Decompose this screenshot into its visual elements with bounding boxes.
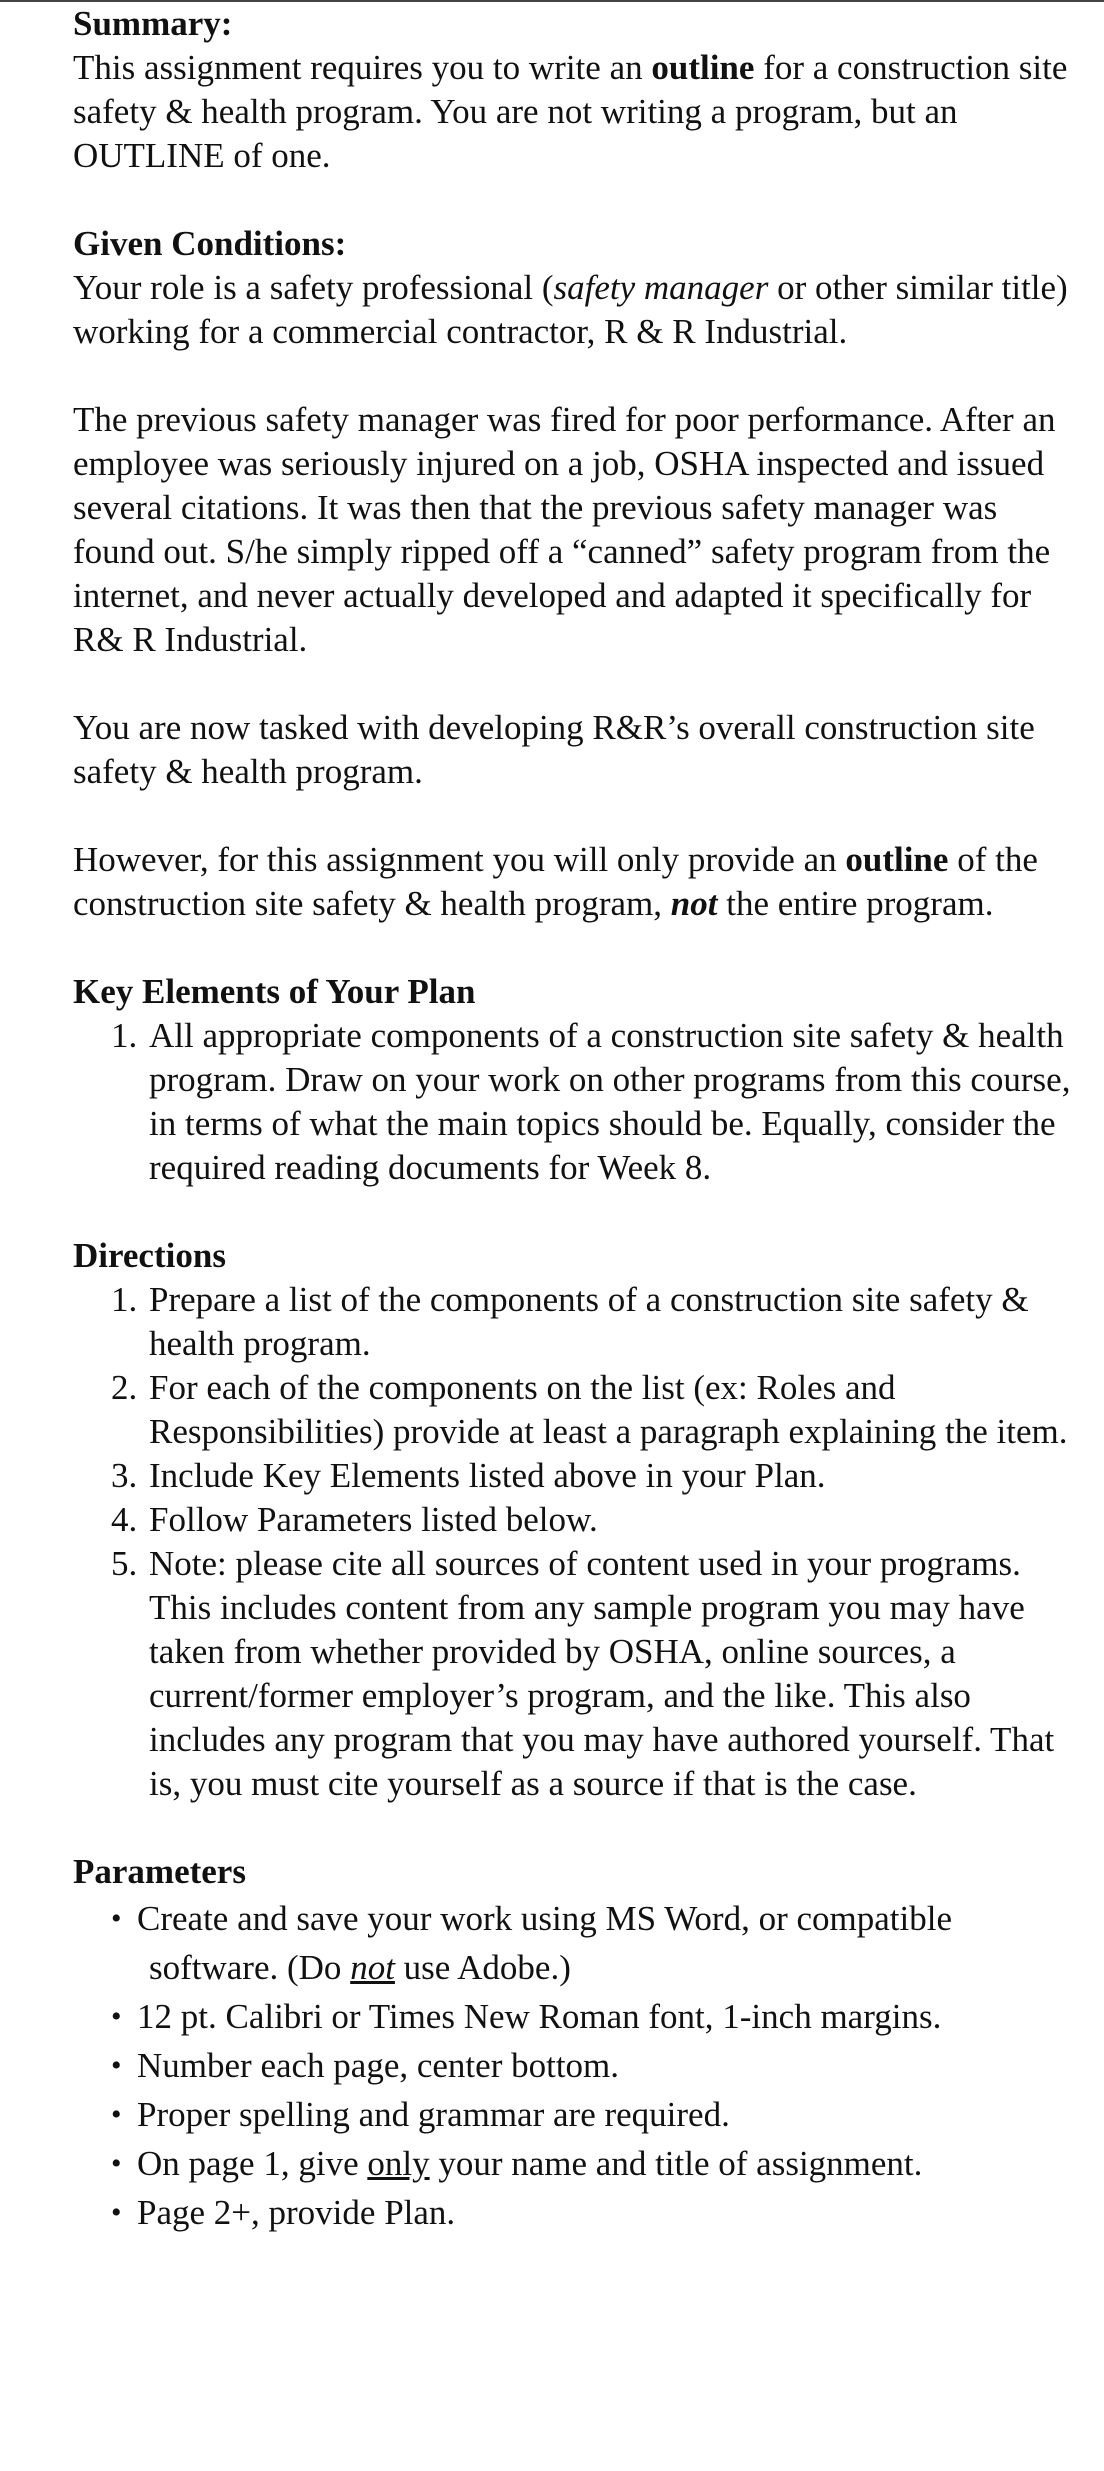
key-elements-list [73,1014,1073,1190]
given-p4-bold-outline: outline [845,840,949,879]
given-paragraph-3: You are now tasked with developing R&R’s overall construction site safety & health program. [73,708,1035,791]
list-item [73,1014,1073,1190]
bullet-icon: • [111,1902,122,1935]
param-5-text-b: your name and title of assignment. [429,2144,923,2183]
given-p4-text-c: of the construction site safety & health program, [73,840,1038,923]
given-p4-text-a: However, for this assignment you will only provide an [73,840,846,879]
parameters-list [73,1894,1073,2237]
list-item [73,1894,1073,1992]
param-1-text-b: use Adobe.) [394,1948,571,1987]
bullet-icon: • [111,2098,122,2131]
given-paragraph-4 [73,838,1073,926]
parameters-heading: Parameters [73,1852,246,1891]
list-item [73,1366,1073,1454]
given-p1-text-a: Your role is a safety professional ( [73,268,554,307]
list-number: 5. [111,1544,138,1583]
directions-list [73,1278,1073,1806]
bullet-icon: • [111,2049,122,2082]
list-item-text: Include Key Elements listed above in your Plan. [149,1456,826,1495]
list-item [73,1278,1073,1366]
list-number: 3. [111,1456,138,1495]
given-p1-italic: safety manager [553,268,769,307]
param-1-line-2 [137,1943,1073,1992]
list-item-text: For each of the components on the list (ex: Roles and Responsibilities) provide at least a paragraph explaining the item. [149,1368,1068,1451]
given-paragraph-2: The previous safety manager was fired for poor performance. After an employee was seriously injured on a job, OSHA inspected and issued several citations. It was then that the previous safety manager was found out. S/he simply ripped off a “canned” safety program from the internet, and never actually developed and adapted it specifically for R& R Industrial. [73,400,1056,659]
param-2-text: 12 pt. Calibri or Times New Roman font, 1-inch margins. [137,1997,942,2036]
given-conditions-heading: Given Conditions: [73,224,347,263]
list-item-text: Follow Parameters listed below. [149,1500,598,1539]
summary-text-2: for a construction site safety & health program. You are not writing a program, but an OUTLINE of one. [73,48,1068,175]
list-item-text: Note: please cite all sources of content used in your programs. This includes content from any sample program you may have taken from whether provided by OSHA, online sources, a current/former employer’s program, and the like. This also includes any program that you may have authored yourself. That is, you must cite yourself as a source if that is the case. [149,1544,1055,1803]
list-number: 2. [111,1368,138,1407]
list-item [73,1498,1073,1542]
list-number: 1. [111,1016,138,1055]
summary-bold-outline: outline [651,48,755,87]
list-item [73,2188,1073,2237]
given-p4-text-e: the entire program. [717,884,994,923]
list-item [73,2090,1073,2139]
bullet-icon: • [111,2000,122,2033]
summary-text-1: This assignment requires you to write an [73,48,652,87]
list-number: 4. [111,1500,138,1539]
document-page [73,2,1073,2237]
param-1-line-1: Create and save your work using MS Word, or compatible [137,1899,952,1938]
param-5-text-a: On page 1, give [137,2144,368,2183]
given-paragraph-1 [73,266,1073,354]
list-number: 1. [111,1280,138,1319]
param-6-text: Page 2+, provide Plan. [137,2193,456,2232]
param-1-underlined-not: not [350,1948,395,1987]
list-item-text: All appropriate components of a construction site safety & health program. Draw on your work on other programs from this course, in terms of what the main topics should be. Equally, consider the required reading documents for Week 8. [149,1016,1071,1187]
list-item [73,1454,1073,1498]
list-item [73,2139,1073,2188]
bullet-icon: • [111,2196,122,2229]
list-item-text: Prepare a list of the components of a construction site safety & health program. [149,1280,1029,1363]
given-p4-bold-italic-not: not [670,884,718,923]
param-4-text: Proper spelling and grammar are required. [137,2095,730,2134]
param-3-text: Number each page, center bottom. [137,2046,620,2085]
directions-heading: Directions [73,1236,226,1275]
summary-heading: Summary: [73,4,233,43]
list-item [73,1542,1073,1806]
param-5-underlined-only: only [367,2144,430,2183]
key-elements-heading: Key Elements of Your Plan [73,972,476,1011]
list-item [73,2041,1073,2090]
list-item [73,1992,1073,2041]
given-p1-text-b: or other similar title) working for a commercial contractor, R & R Industrial. [73,268,1068,351]
bullet-icon: • [111,2147,122,2180]
param-1-text-a: software. (Do [149,1948,351,1987]
summary-paragraph [73,46,1073,178]
